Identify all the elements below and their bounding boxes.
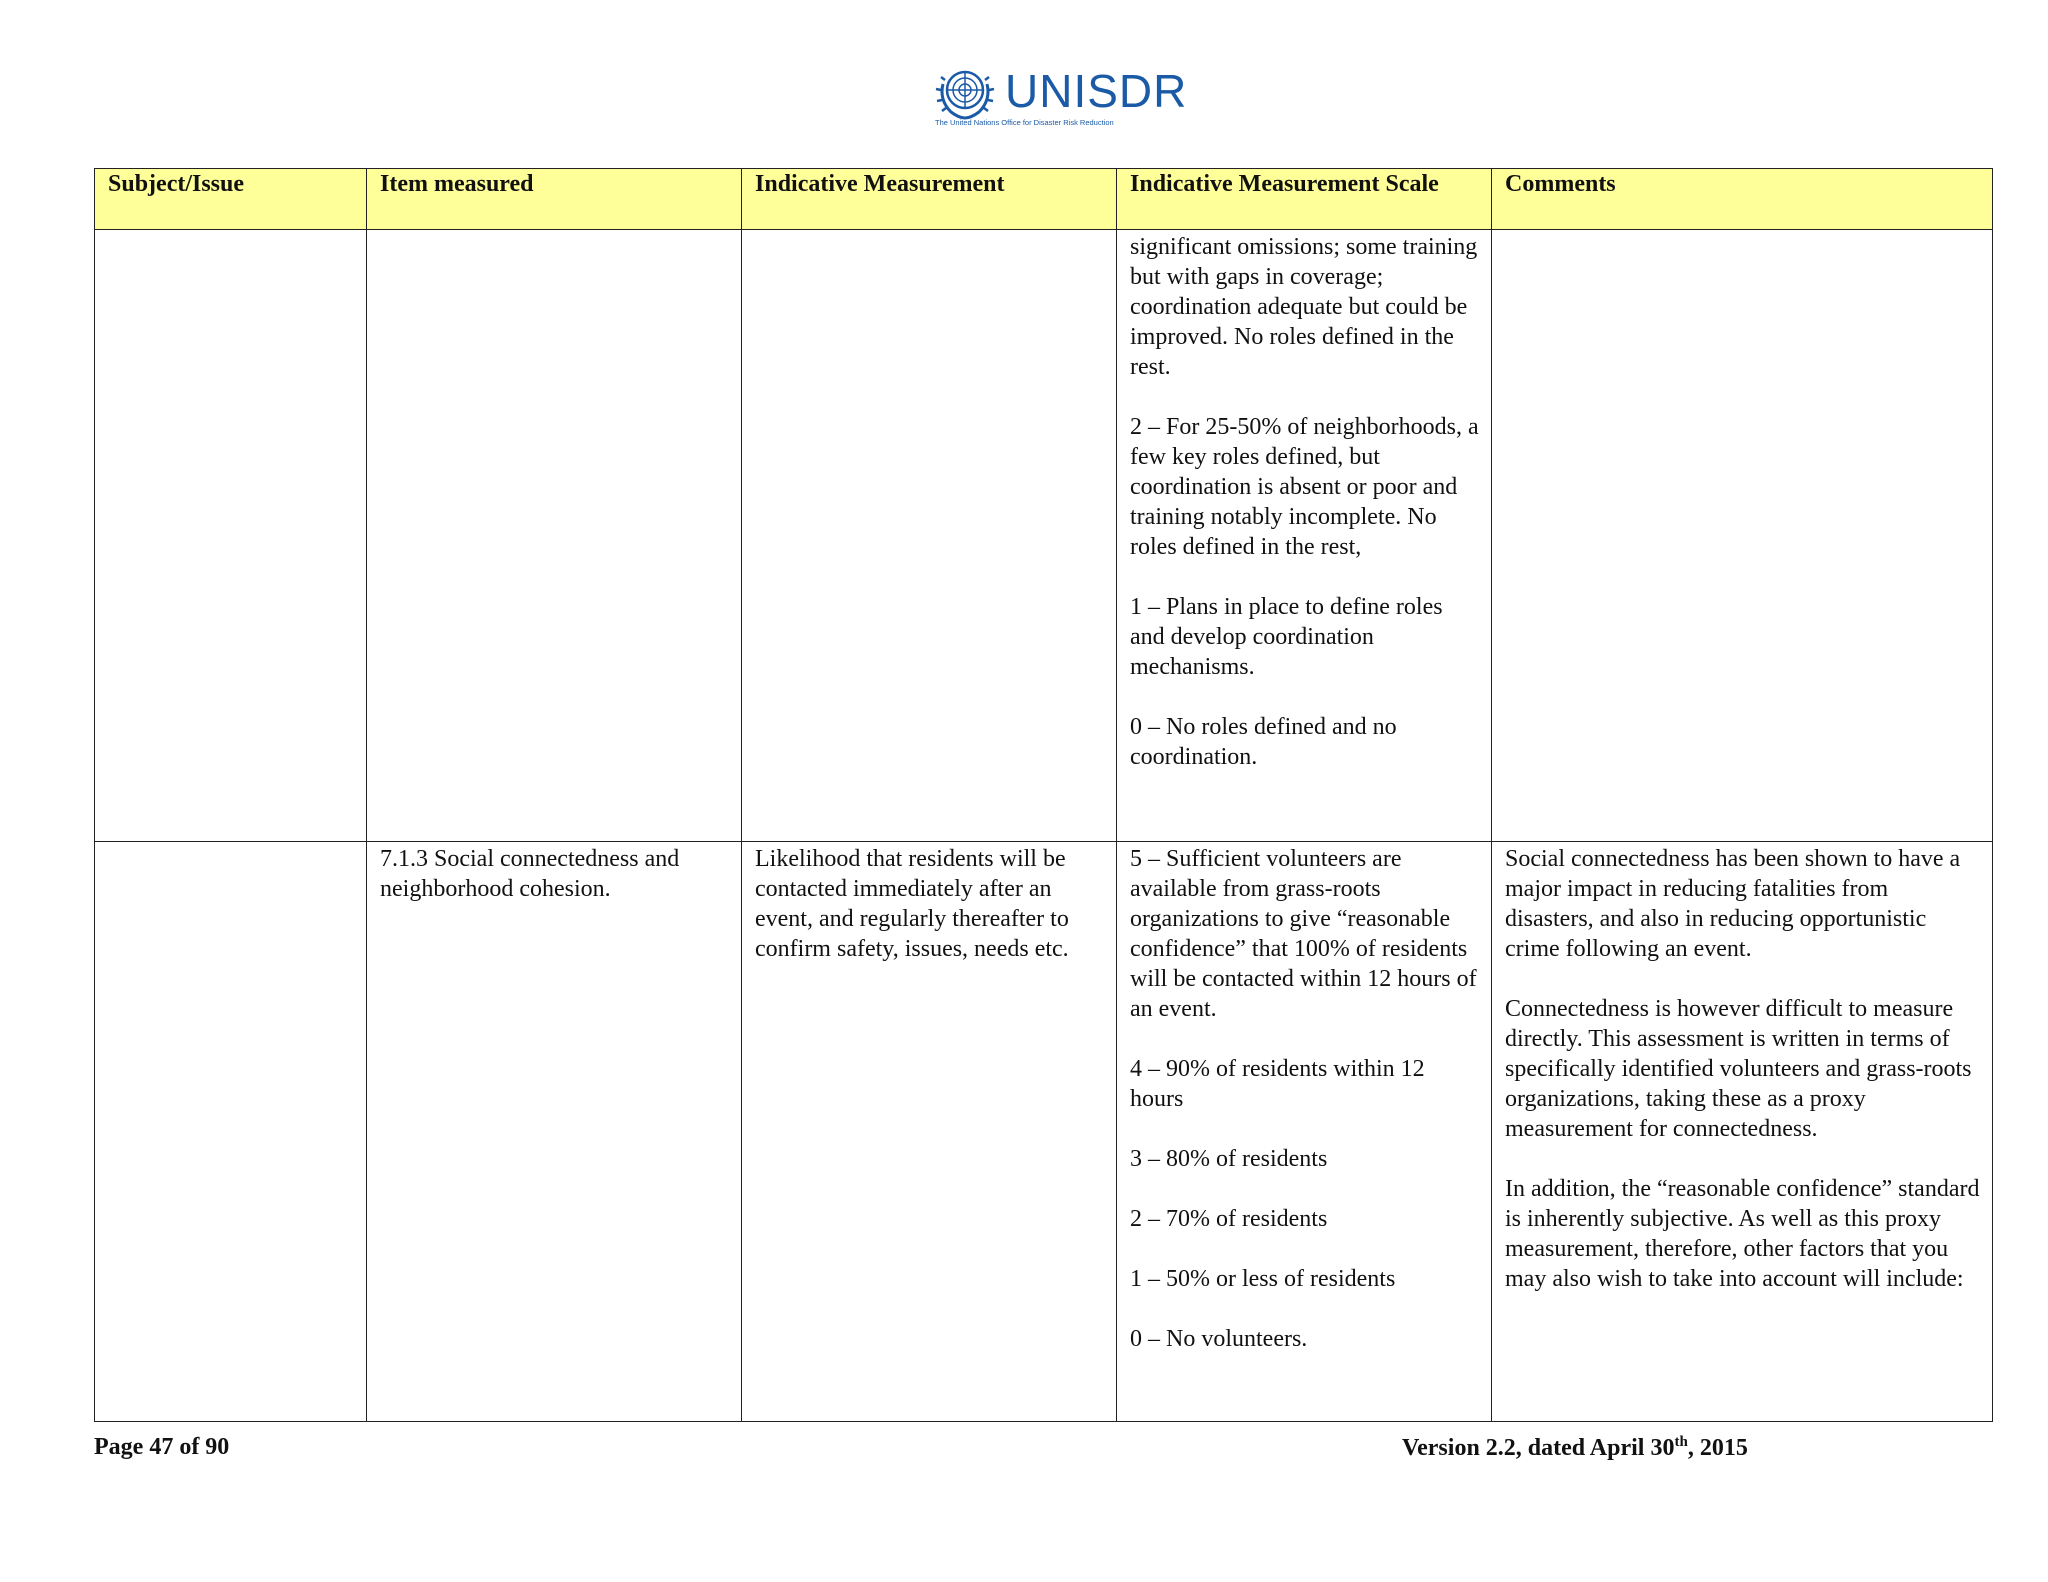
header-measurement-scale: Indicative Measurement Scale bbox=[1117, 169, 1492, 230]
comment-paragraph: Connectedness is however difficult to measure directly. This assessment is written in terms of specifically identified volunteers and grass-roots organizations, taking these as a proxy measurement for connectedness. bbox=[1505, 996, 1972, 1142]
scale-paragraph: 2 – 70% of residents bbox=[1130, 1206, 1328, 1232]
cell-comments bbox=[1492, 230, 1993, 842]
cell-measurement: Likelihood that residents will be contacted immediately after an event, and regularly thereafter to confirm safety, issues, needs etc. bbox=[742, 842, 1117, 1422]
header-subject-issue: Subject/Issue bbox=[95, 169, 367, 230]
scale-paragraph: 5 – Sufficient volunteers are available from grass-roots organizations to give “reasonable confidence” that 100% of residents will be contacted within 12 hours of an event. bbox=[1130, 846, 1477, 1022]
logo-wordmark: UNISDR bbox=[1005, 65, 1188, 117]
scale-paragraph: significant omissions; some training but with gaps in coverage; coordination adequate but could be improved. No roles defined in the rest. bbox=[1130, 234, 1478, 380]
version-year: , 2015 bbox=[1687, 1435, 1748, 1461]
logo-tagline: The United Nations Office for Disaster Risk Reduction bbox=[935, 118, 1114, 127]
table-row bbox=[95, 230, 1993, 842]
cell-measurement bbox=[742, 230, 1117, 842]
scale-paragraph: 1 – 50% or less of residents bbox=[1130, 1266, 1396, 1292]
measurement-table bbox=[94, 168, 1993, 1422]
cell-scale bbox=[1117, 842, 1492, 1422]
version-superscript: th bbox=[1674, 1434, 1688, 1450]
cell-comments bbox=[1492, 842, 1993, 1422]
header-comments: Comments bbox=[1492, 169, 1993, 230]
cell-scale bbox=[1117, 230, 1492, 842]
scale-paragraph: 0 – No roles defined and no coordination. bbox=[1130, 714, 1397, 770]
cell-item bbox=[367, 230, 742, 842]
version-info bbox=[1402, 1434, 1748, 1462]
scale-paragraph: 0 – No volunteers. bbox=[1130, 1326, 1308, 1352]
version-text: Version 2.2, dated April 30 bbox=[1402, 1435, 1675, 1461]
scale-paragraph: 3 – 80% of residents bbox=[1130, 1146, 1328, 1172]
scale-paragraph: 2 – For 25-50% of neighborhoods, a few key roles defined, but coordination is absent or poor and training notably incomplete. No roles defined in the rest, bbox=[1130, 414, 1479, 560]
comment-paragraph: In addition, the “reasonable confidence” standard is inherently subjective. As well as this proxy measurement, therefore, other factors that you may also wish to take into account will include: bbox=[1505, 1176, 1980, 1292]
scale-paragraph: 4 – 90% of residents within 12 hours bbox=[1130, 1056, 1425, 1112]
page-number: Page 47 of 90 bbox=[94, 1434, 230, 1460]
unisdr-logo bbox=[933, 60, 1188, 130]
table-header-row bbox=[95, 169, 1993, 230]
comment-paragraph: Social connectedness has been shown to have a major impact in reducing fatalities from disasters, and also in reducing opportunistic crime following an event. bbox=[1505, 846, 1961, 962]
cell-item: 7.1.3 Social connectedness and neighborhood cohesion. bbox=[367, 842, 742, 1422]
table-row bbox=[95, 842, 1993, 1422]
cell-subject bbox=[95, 842, 367, 1422]
cell-subject bbox=[95, 230, 367, 842]
scale-paragraph: 1 – Plans in place to define roles and develop coordination mechanisms. bbox=[1130, 594, 1443, 680]
header-item-measured: Item measured bbox=[367, 169, 742, 230]
header-indicative-measurement: Indicative Measurement bbox=[742, 169, 1117, 230]
un-emblem-icon bbox=[933, 60, 997, 124]
